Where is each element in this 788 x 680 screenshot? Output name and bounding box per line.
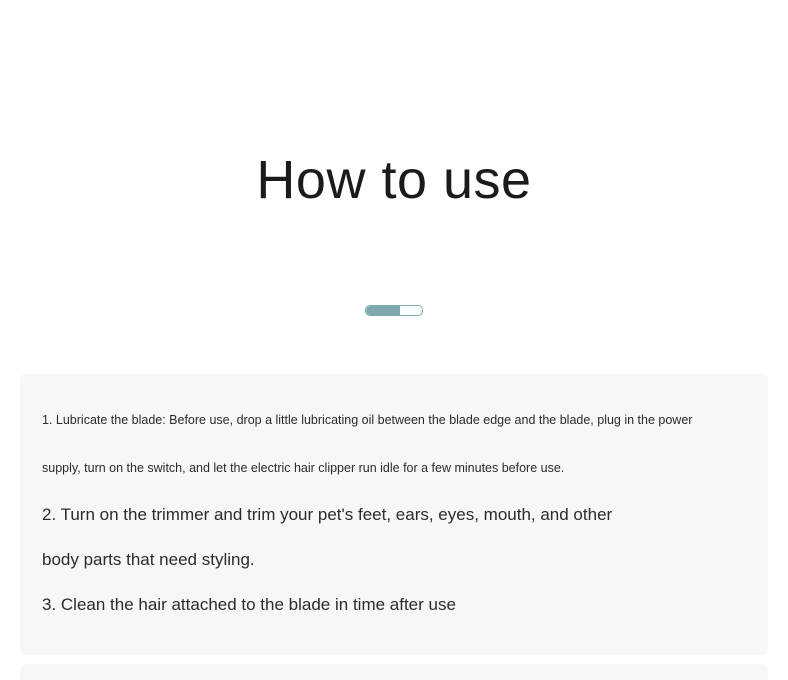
instructions-card — [20, 374, 768, 655]
instruction-step-1-line-1: 1. Lubricate the blade: Before use, drop a little lubricating oil between the blade edge and the blade, plug in the power — [42, 413, 693, 427]
progress-divider-fill — [366, 306, 400, 315]
next-section-card-edge — [20, 664, 768, 680]
instruction-step-1-line-2: supply, turn on the switch, and let the electric hair clipper run idle for a few minutes before use. — [42, 461, 565, 475]
instruction-step-2-line-2: body parts that need styling. — [42, 550, 255, 569]
page-title: How to use — [256, 150, 532, 210]
instruction-step-3-line-1: 3. Clean the hair attached to the blade in time after use — [42, 595, 456, 614]
progress-divider — [365, 305, 423, 316]
instruction-step-2-line-1: 2. Turn on the trimmer and trim your pet's feet, ears, eyes, mouth, and other — [42, 505, 613, 524]
divider-container — [0, 305, 788, 316]
